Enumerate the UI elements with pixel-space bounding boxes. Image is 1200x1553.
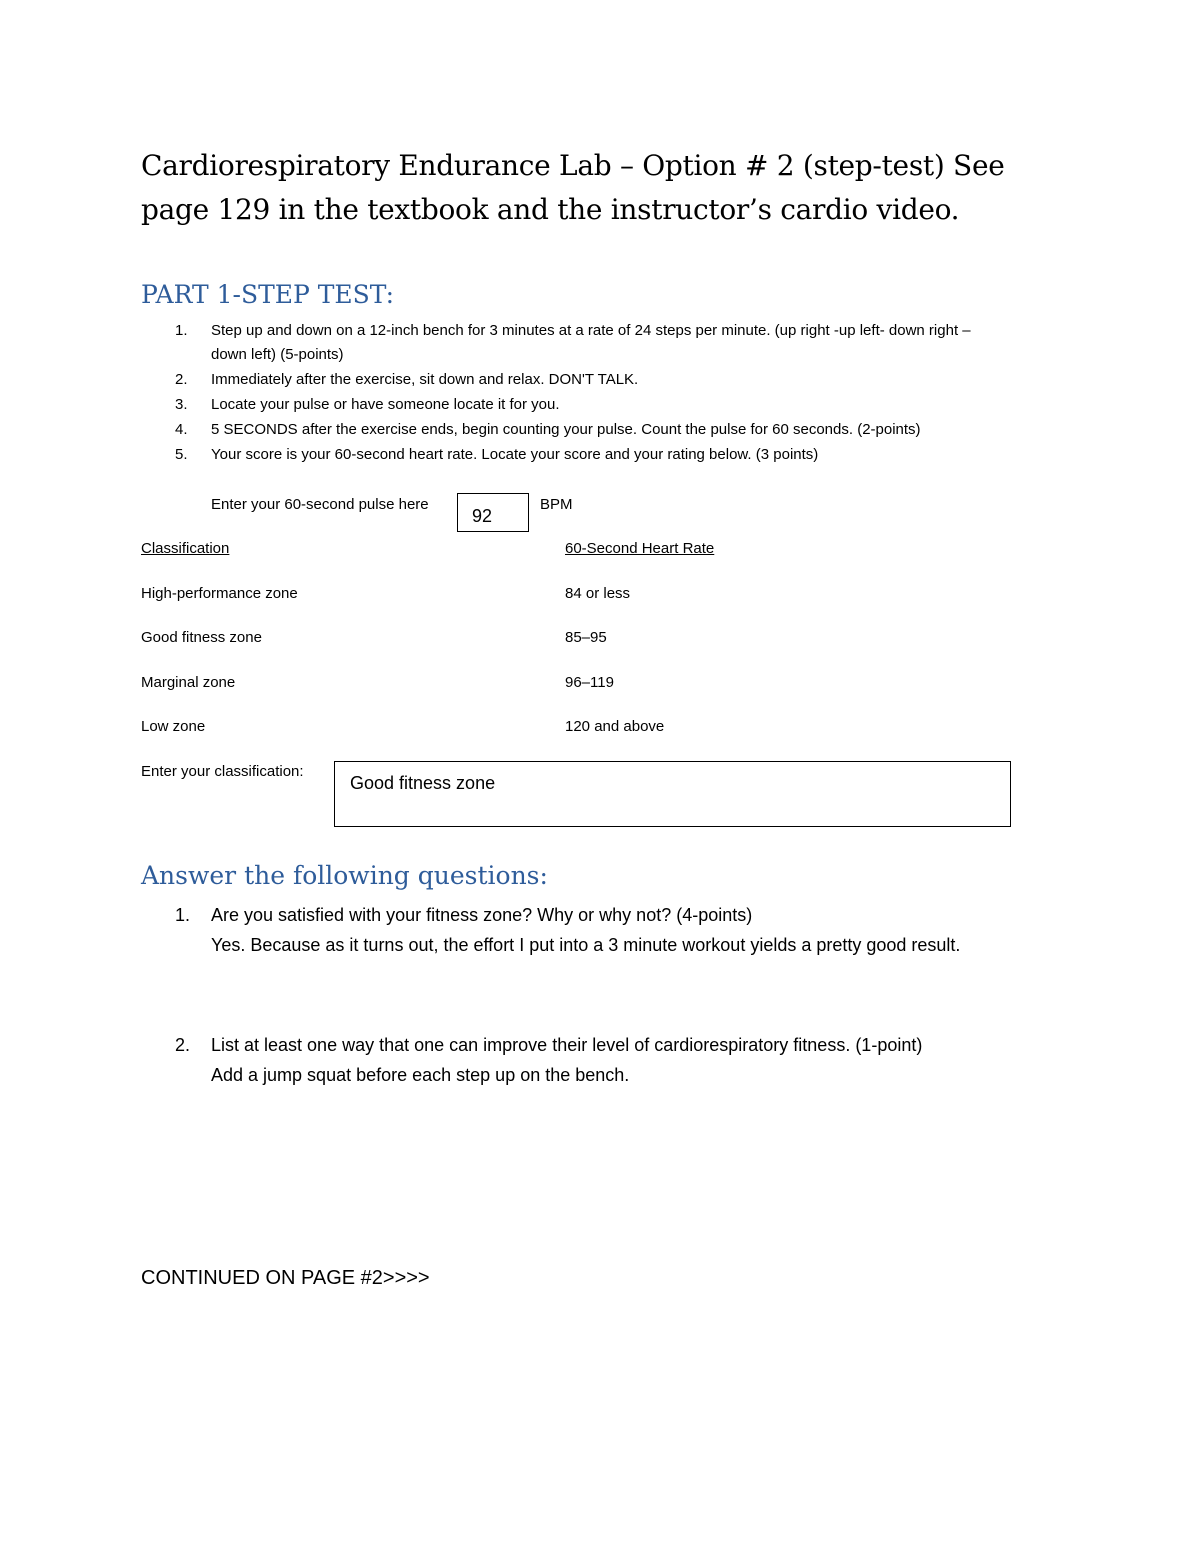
step-number: 1. [175, 322, 188, 339]
step-text: 5 SECONDS after the exercise ends, begin counting your pulse. Count the pulse for 60 seconds. (2-points) [211, 421, 921, 438]
table-cell-classification: Low zone [141, 718, 206, 735]
part1-heading: PART 1-STEP TEST: [141, 280, 395, 309]
pulse-label: Enter your 60-second pulse here [211, 496, 429, 513]
classification-label: Enter your classification: [141, 763, 304, 780]
pulse-value: 92 [472, 506, 493, 526]
step-number: 3. [175, 396, 188, 413]
table-header-classification: Classification [141, 540, 230, 557]
table-header-heart-rate: 60-Second Heart Rate [565, 540, 715, 557]
step-number: 5. [175, 446, 188, 463]
question-number: 2. [175, 1035, 191, 1055]
answer-text: Add a jump squat before each step up on the bench. [211, 1065, 630, 1085]
answer-text: Yes. Because as it turns out, the effort I put into a 3 minute workout yields a pretty good result. [211, 935, 961, 955]
step-text: Step up and down on a 12-inch bench for 3 minutes at a rate of 24 steps per minute. (up right -up left- down right – [211, 322, 971, 339]
question-number: 1. [175, 905, 191, 925]
table-cell-classification: Marginal zone [141, 674, 236, 691]
step-number: 4. [175, 421, 188, 438]
question-text: Are you satisfied with your fitness zone? Why or why not? (4-points) [211, 905, 753, 925]
pulse-unit: BPM [540, 496, 573, 513]
step-text: Immediately after the exercise, sit down and relax. DON'T TALK. [211, 371, 639, 388]
step-text-continued: down left) (5-points) [211, 346, 344, 363]
table-cell-classification: Good fitness zone [141, 629, 262, 646]
document-title: Cardiorespiratory Endurance Lab – Option # 2 (step-test) See page 129 in the textbook and the instructor’s cardio video. [141, 149, 1005, 226]
continued-note: CONTINUED ON PAGE #2>>>> [141, 1267, 430, 1289]
step-text: Locate your pulse or have someone locate it for you. [211, 396, 560, 413]
classification-value: Good fitness zone [350, 773, 496, 793]
step-number: 2. [175, 371, 188, 388]
classification-input[interactable] [334, 761, 1011, 827]
question-text: List at least one way that one can improve their level of cardiorespiratory fitness. (1-point) [211, 1035, 923, 1055]
table-cell-classification: High-performance zone [141, 585, 298, 602]
step-text: Your score is your 60-second heart rate. Locate your score and your rating below. (3 points) [211, 446, 819, 463]
table-cell-heart-rate: 84 or less [565, 585, 631, 602]
pulse-input[interactable] [457, 493, 529, 532]
table-cell-heart-rate: 85–95 [565, 629, 607, 646]
table-cell-heart-rate: 120 and above [565, 718, 665, 735]
table-cell-heart-rate: 96–119 [565, 674, 614, 691]
questions-heading: Answer the following questions: [141, 861, 548, 890]
